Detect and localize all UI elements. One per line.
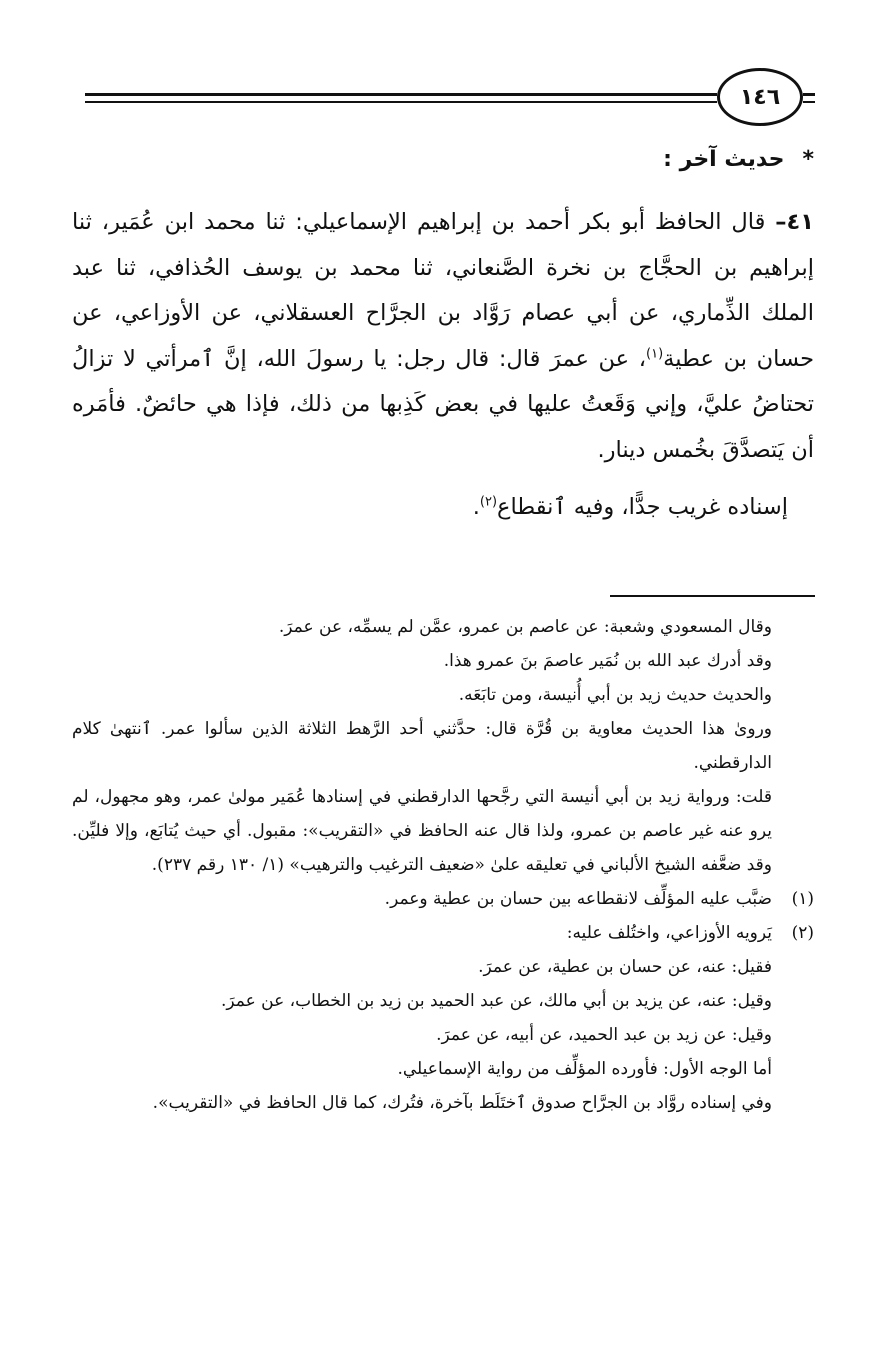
footnote-number: (٢) [791, 923, 814, 943]
footnote-text: يَرويه الأوزاعي، واختُلف عليه: [566, 923, 772, 943]
footnotes [72, 610, 814, 1120]
footnote-divider [610, 595, 815, 597]
main-content [72, 140, 814, 531]
isnad-note [72, 483, 788, 531]
section-heading [72, 140, 814, 180]
heading-text: حديث آخر : [663, 147, 785, 172]
hadith-text: قال الحافظ أبو بكر أحمد بن إبراهيم الإسماعيلي: ثنا محمد ابن عُمَير، ثنا إبراهيم بن الحجَّاج بن نخرة الصَّنعاني، ثنا محمد بن يوسف الحُذافي، ثنا عبد الملك الذِّماري، عن أبي عصام رَوَّاد بن الجرَّاح العسقلاني، عن الأوزاعي، عن حسان بن عطية [72, 209, 814, 372]
footnote-number: (١) [791, 889, 814, 909]
footnote-line: أما الوجه الأول: فأورده المؤلِّف من رواية الإسماعيلي. [397, 1059, 772, 1079]
header-rule-right-thin [803, 101, 815, 103]
page-header [85, 68, 815, 130]
header-rule-thin [85, 101, 717, 103]
isnad-end: . [472, 494, 480, 520]
page-number: ١٤٦ [717, 68, 803, 126]
footnote-line: وروىٰ هذا الحديث معاوية بن قُرَّة قال: حدَّثني أحد الرَّهط الثلاثة الذين سألوا عمر. ٱنتهىٰ كلام الدارقطني. [72, 719, 772, 773]
hadith-number: ٤١– [775, 209, 814, 235]
footnote-line: وفي إسناده روَّاد بن الجرَّاح صدوق ٱختَلَط بآخرة، فتُرك، كما قال الحافظ في «التقريب». [152, 1093, 772, 1113]
footnote-line: وقيل: عنه، عن يزيد بن أبي مالك، عن عبد الحميد بن زيد بن الخطاب، عن عمرَ. [220, 991, 772, 1011]
isnad-text: إسناده غريب جدًّا، وفيه ٱنقطاع [497, 494, 788, 520]
footnote-line: فقيل: عنه، عن حسان بن عطية، عن عمرَ. [478, 957, 772, 977]
footnote-line: قلت: ورواية زيد بن أبي أنيسة التي رجَّحها الدارقطني في إسنادها عُمَير مولىٰ عمر، وهو مجهول، لم يرو عنه غير عاصم بن عمرو، ولذا قال عنه الحافظ في «التقريب»: مقبول. أي حيث يُتابَع، وإلا فليِّن. وقد ضعَّفه الشيخ الألباني في تعليقه علىٰ «ضعيف الترغيب والترهيب» (١/ ١٣٠ رقم ٢٣٧). [72, 787, 772, 875]
hadith-text-continued: ، عن عمرَ قال: قال رجل: يا رسولَ الله، إنَّ ٱمرأتي لا تزالُ تحتاضُ عليَّ، وإني وَقَعتُ عليها في بعض كَذِبها من ذلك، فإذا هي حائضٌ. فأمَره أن يَتصدَّقَ بخُمس دينار. [72, 345, 814, 463]
footnote-line: والحديث حديث زيد بن أبي أُنيسة، ومن تابَعَه. [458, 685, 772, 705]
footnote-line: وقال المسعودي وشعبة: عن عاصم بن عمرو، عمَّن لم يسمِّه، عن عمرَ. [278, 617, 772, 637]
header-rule [85, 93, 717, 96]
footnote-ref-2[interactable]: (٢) [479, 494, 498, 510]
footnote-line: وقيل: عن زيد بن عبد الحميد، عن أبيه، عن عمرَ. [436, 1025, 772, 1045]
footnote-line: وقد أدرك عبد الله بن نُمَير عاصمَ بنَ عمرو هذا. [443, 651, 772, 671]
header-rule-right [803, 93, 815, 96]
footnote-item-2 [72, 916, 814, 950]
hadith-paragraph [72, 200, 814, 473]
footnote-item-1 [72, 882, 814, 916]
star-icon: * [802, 147, 814, 172]
footnote-ref-1[interactable]: (١) [646, 346, 664, 361]
footnote-text: ضبَّب عليه المؤلِّف لانقطاعه بين حسان بن عطية وعمر. [384, 889, 772, 909]
